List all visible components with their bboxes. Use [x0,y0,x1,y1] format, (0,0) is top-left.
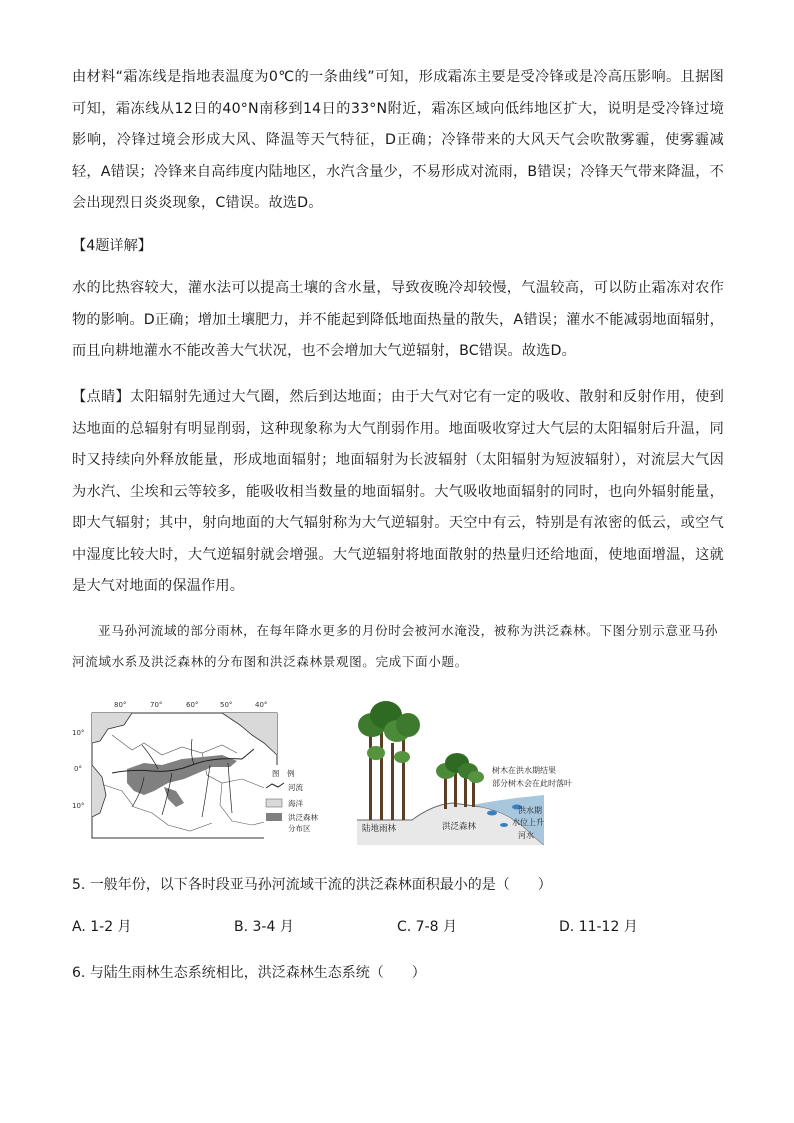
label-upland-rainforest: 陆地雨林 [362,824,397,834]
upland-rainforest-trees [358,701,420,820]
legend-ocean-label: 海洋 [288,799,303,808]
flood-forest-trees [436,753,484,809]
question-intro: 亚马孙河流域的部分雨林，在每年降水更多的月份时会被河水淹没，被称为洪泛森林。下图分别示意亚马孙河流域水系及洪泛森林的分布图和洪泛森林景观图。完成下面小题。 [72,623,719,669]
legend-flood-forest-swatch [266,813,282,821]
lon-label-60: 60° [186,701,199,709]
lon-label-80: 80° [114,701,127,709]
amazon-basin-map [72,701,318,839]
lon-label-50: 50° [220,701,233,709]
label-flood-season: 洪水期 [518,806,542,815]
question-6-stem: 6. 与陆生雨林生态系统相比，洪泛森林生态系统（ ） [72,965,426,981]
label-water-rise: 水位上升 [512,818,544,827]
label-river: 河水 [518,831,534,840]
q5-option-b[interactable]: B. 3-4 月 [234,919,294,935]
label-flood-forest: 洪泛森林 [442,822,477,832]
key-point-paragraph: 【点睛】太阳辐射先通过大气圈，然后到达地面；由于大气对它有一定的吸收、散射和反射作用，使到达地面的总辐射有明显削弱，这种现象称为大气削弱作用。地面吸收穿过大气层的太阳辐射后升温，同时又持续向外释放能量，形成地面辐射；地面辐射为长波辐射（太阳辐射为短波辐射），对流层大气因为水汽、尘埃和云等较多，能吸收相当数量的地面辐射。大气吸收地面辐射的同时，也向外辐射能量，即大气辐射；其中，射向地面的大气辐射称为大气逆辐射。天空中有云，特别是有浓密的低云，或空气中湿度比较大时，大气逆辐射就会增强。大气逆辐射将地面散射的热量归还给地面，使地面增温，这就是大气对地面的保温作用。 [72,389,724,594]
question-5-stem: 5. 一般年份，以下各时段亚马孙河流域干流的洪泛森林面积最小的是（ ） [72,877,552,893]
figure [72,695,572,850]
q5-option-a[interactable]: A. 1-2 月 [72,919,132,935]
legend-distribution-label: 分布区 [288,824,311,833]
lon-label-40: 40° [255,701,268,709]
analysis-paragraph: 由材料“霜冻线是指地表温度为0℃的一条曲线”可知，形成霜冻主要是受冷锋或是冷高压影响。且据图可知，霜冻线从12日的40°N南移到14日的33°N附近，霜冻区域向低纬地区扩大，说明是受冷锋过境影响，冷锋过境会形成大风、降温等天气特征，D正确；冷锋带来的大风天气会吹散雾霾，使雾霾减轻，A错误；冷锋来自高纬度内陆地区，水汽含量少，不易形成对流雨，B错误；冷锋天气带来降温，不会出现烈日炎炎现象，C错误。故选D。 [72,69,724,211]
note-leaf-drop: 部分树木会在此时落叶 [492,779,572,788]
lat-label-0: 0° [74,765,82,773]
lon-label-70: 70° [150,701,163,709]
lat-label-10s: 10° [72,802,85,810]
q5-option-d[interactable]: D. 11-12 月 [559,919,638,935]
legend-title: 图 例 [272,769,295,778]
q4-heading: 【4题详解】 [72,238,152,254]
legend-flood-forest-label: 洪泛森林 [288,813,318,822]
q4-explanation: 水的比热容较大，灌水法可以提高土壤的含水量，导致夜晚冷却较慢，气温较高，可以防止霜冻对农作物的影响。D正确；增加土壤肥力，并不能起到降低地面热量的散失，A错误；灌水不能减弱地面辐射，而且向耕地灌水不能改善大气状况，也不会增加大气逆辐射，BC错误。故选D。 [72,280,724,359]
legend-river-label: 河流 [288,783,303,792]
flood-forest-landscape [357,701,572,845]
note-fruiting: 树木在洪水期结果 [492,766,556,775]
q5-option-c[interactable]: C. 7-8 月 [397,919,457,935]
legend-ocean-swatch [266,799,282,807]
question-5-options [72,916,724,944]
map-legend [264,765,318,839]
lat-label-10n: 10° [72,729,85,737]
